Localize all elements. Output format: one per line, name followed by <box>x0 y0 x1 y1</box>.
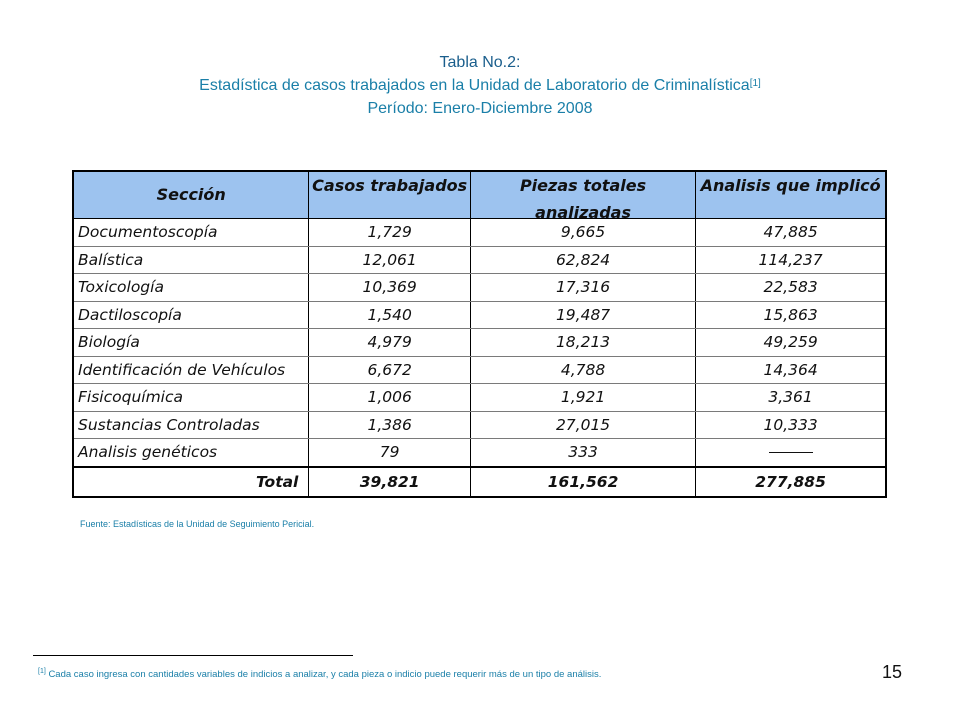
table-row <box>73 411 886 439</box>
cell-piezas: 1,921 <box>470 384 695 412</box>
table-row <box>73 301 886 329</box>
total-label: Total <box>73 467 309 497</box>
cell-analisis: 114,237 <box>696 246 886 274</box>
page-number: 15 <box>882 662 903 682</box>
cell-casos: 10,369 <box>309 274 471 302</box>
cell-seccion: Toxicología <box>73 274 309 302</box>
cell-casos: 12,061 <box>309 246 471 274</box>
cell-seccion: Fisicoquímica <box>73 384 309 412</box>
cell-piezas: 9,665 <box>470 219 695 247</box>
cell-seccion: Sustancias Controladas <box>73 411 309 439</box>
cell-casos: 1,540 <box>309 301 471 329</box>
header-casos: Casos trabajados <box>309 171 471 219</box>
table-row <box>73 384 886 412</box>
cell-piezas: 62,824 <box>470 246 695 274</box>
cell-casos: 1,006 <box>309 384 471 412</box>
cell-seccion: Balística <box>73 246 309 274</box>
header-seccion: Sección <box>73 171 309 219</box>
table-row <box>73 356 886 384</box>
cell-analisis: 15,863 <box>696 301 886 329</box>
footnote-text: Cada caso ingresa con cantidades variables de indicios a analizar, y cada pieza o indicio puede requerir más de un tipo de análisis. <box>48 669 602 681</box>
cell-analisis: 22,583 <box>696 274 886 302</box>
table-row <box>73 219 886 247</box>
cell-analisis: 14,364 <box>696 356 886 384</box>
total-piezas: 161,562 <box>470 467 695 497</box>
cell-piezas: 333 <box>470 439 695 467</box>
footnote-ref: [1] <box>38 668 46 675</box>
cell-analisis: 3,361 <box>696 384 886 412</box>
cell-seccion: Analisis genéticos <box>73 439 309 467</box>
table-number: Tabla No.2: <box>439 54 521 71</box>
empty-dash <box>769 452 813 453</box>
cell-seccion: Biología <box>73 329 309 357</box>
total-row <box>73 467 886 497</box>
cell-casos: 6,672 <box>309 356 471 384</box>
cell-seccion: Dactiloscopía <box>73 301 309 329</box>
cell-piezas: 18,213 <box>470 329 695 357</box>
table-row <box>73 246 886 274</box>
cell-analisis: 47,885 <box>696 219 886 247</box>
footnote-divider <box>33 655 353 656</box>
title-block <box>0 52 960 120</box>
cell-casos: 4,979 <box>309 329 471 357</box>
cell-analisis: 49,259 <box>696 329 886 357</box>
cell-analisis <box>696 439 886 467</box>
table-title <box>0 74 960 97</box>
table-header-row <box>73 171 886 219</box>
total-analisis: 277,885 <box>696 467 886 497</box>
cell-piezas: 27,015 <box>470 411 695 439</box>
cell-analisis: 10,333 <box>696 411 886 439</box>
header-piezas: Piezas totales analizadas <box>470 171 695 219</box>
cell-piezas: 19,487 <box>470 301 695 329</box>
cell-casos: 1,386 <box>309 411 471 439</box>
cell-piezas: 17,316 <box>470 274 695 302</box>
table-row <box>73 439 886 467</box>
footnote <box>38 668 601 680</box>
cell-seccion: Identificación de Vehículos <box>73 356 309 384</box>
table-title-text: Estadística de casos trabajados en la Unidad de Laboratorio de Criminalística <box>199 77 750 94</box>
cell-piezas: 4,788 <box>470 356 695 384</box>
footnote-ref-link[interactable]: [1] <box>749 78 761 89</box>
table-period: Período: Enero-Diciembre 2008 <box>367 100 593 117</box>
cell-seccion: Documentoscopía <box>73 219 309 247</box>
table-row <box>73 274 886 302</box>
header-analisis: Analisis que implicó <box>696 171 886 219</box>
cell-casos: 1,729 <box>309 219 471 247</box>
table-body <box>73 219 886 467</box>
table-row <box>73 329 886 357</box>
cell-casos: 79 <box>309 439 471 467</box>
total-casos: 39,821 <box>309 467 471 497</box>
source-note: Fuente: Estadísticas de la Unidad de Seguimiento Pericial. <box>80 519 315 529</box>
statistics-table <box>72 170 887 498</box>
